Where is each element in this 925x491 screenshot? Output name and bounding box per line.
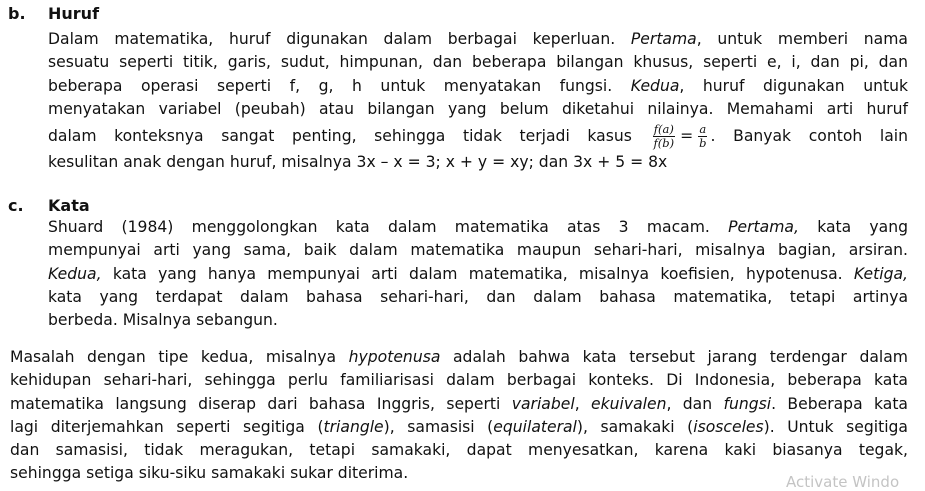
- text-line: lagi diterjemahkan seperti segitiga (triangle), samasisi (equilateral), samakaki (isosceles). Untuk segitiga: [10, 417, 908, 436]
- section-heading-huruf: [8, 4, 99, 23]
- section-title: Huruf: [48, 4, 100, 23]
- text-line: dan samasisi, tidak meragukan, tetapi samakaki, dapat menyesatkan, karena kaki biasanya tegak,: [10, 441, 908, 460]
- text-line: mempunyai arti yang sama, baik dalam matematika maupun sehari-hari, misalnya bagian, arsiran.: [48, 241, 908, 260]
- text-line: kehidupan sehari-hari, sehingga perlu familiarisasi dalam berbagai konteks. Di Indonesia, beberapa kata: [10, 371, 908, 390]
- activate-windows-watermark: Activate Windo: [786, 473, 900, 491]
- text-line: matematika langsung diserap dari bahasa Inggris, seperti variabel, ekuivalen, dan fungsi. Beberapa kata: [10, 394, 908, 413]
- section-body-kata: [48, 216, 908, 332]
- section-body-huruf: [48, 28, 908, 174]
- fraction-fa-fb: $\frac{f(a)}{f(b)}$: [653, 122, 675, 151]
- paragraph-masalah: [10, 346, 908, 486]
- text-line: kesulitan anak dengan huruf, misalnya 3x – x = 3; x + y = xy; dan 3x + 5 = 8x: [48, 153, 668, 172]
- section-marker: b.: [8, 4, 26, 23]
- section-heading-kata: [8, 196, 90, 215]
- section-title: Kata: [48, 196, 90, 215]
- text-line: sesuatu seperti titik, garis, sudut, himpunan, dan beberapa bilangan khusus, seperti e, i, dan pi, dan: [48, 53, 908, 72]
- text-line: kata yang terdapat dalam bahasa sehari-hari, dan dalam bahasa matematika, tetapi artinya: [48, 287, 908, 306]
- fraction-a-b: $\frac{a}{b}$: [699, 122, 707, 151]
- text-line: berbeda. Misalnya sebangun.: [48, 311, 278, 330]
- text-line: beberapa operasi seperti f, g, h untuk menyatakan fungsi. Kedua, huruf digunakan untuk: [48, 76, 908, 95]
- text-line: Dalam matematika, huruf digunakan dalam berbagai keperluan. Pertama, untuk memberi nama: [48, 30, 908, 48]
- text-line: menyatakan variabel (peubah) atau bilangan yang belum diketahui nilainya. Memahami arti huruf: [48, 99, 908, 118]
- text-line: Kedua, kata yang hanya mempunyai arti dalam matematika, misalnya koefisien, hypotenusa. Ketiga,: [48, 264, 908, 283]
- text-line: Masalah dengan tipe kedua, misalnya hypotenusa adalah bahwa kata tersebut jarang terdengar dalam: [10, 348, 908, 366]
- text-line: sehingga setiga siku-siku samakaki sukar diterima.: [10, 464, 409, 483]
- text-line-with-formula: dalam konteksnya sangat penting, sehingga tidak terjadi kasus $\frac{f(a)}{f(b)}$ = $\frac{a}{b}$ . Banyak contoh lain: [48, 122, 908, 151]
- section-marker: c.: [8, 196, 24, 215]
- text-line: Shuard (1984) menggolongkan kata dalam matematika atas 3 macam. Pertama, kata yang: [48, 218, 909, 236]
